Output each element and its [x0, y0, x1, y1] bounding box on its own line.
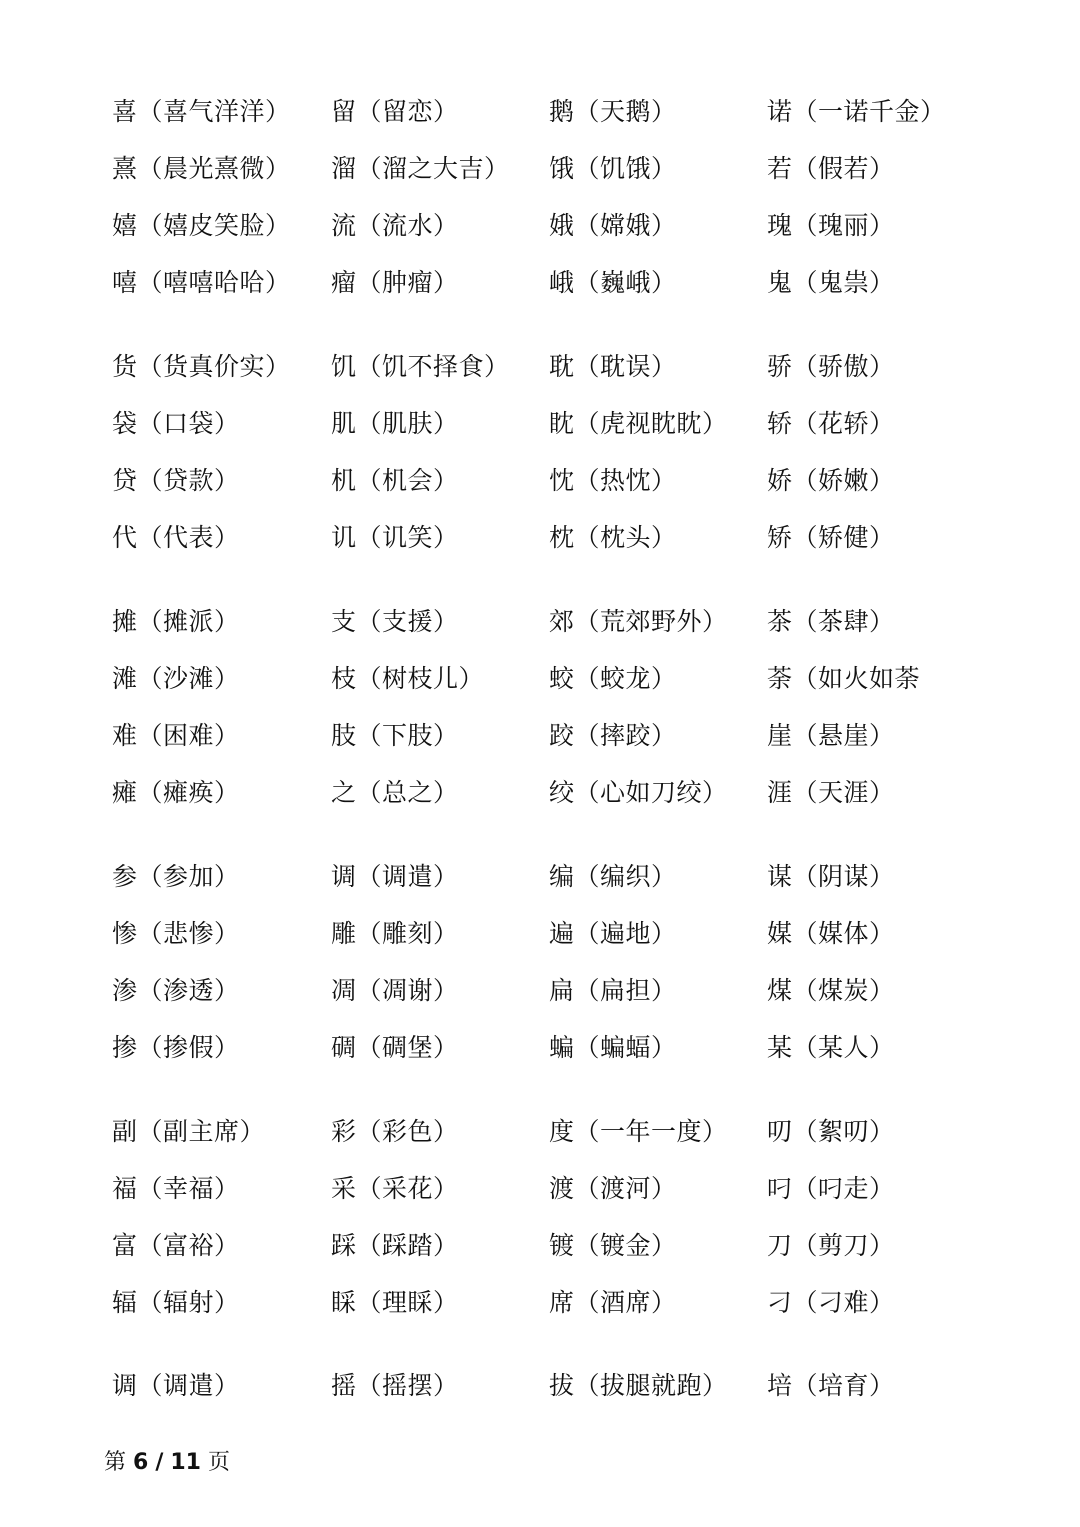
page-suffix: 页 — [208, 1450, 231, 1475]
word-entry: 代（代表） — [112, 523, 240, 552]
word-row — [0, 1226, 1080, 1266]
word-entry: 彩（彩色） — [331, 1117, 459, 1146]
word-entry: 支（支援） — [331, 607, 459, 636]
total-page-count: 11 — [170, 1450, 201, 1475]
word-entry: 茶（茶肆） — [767, 607, 895, 636]
word-entry: 编（编织） — [549, 862, 677, 891]
word-entry: 嘻（嘻嘻哈哈） — [112, 268, 291, 297]
word-entry: 荼（如火如荼 — [767, 664, 921, 693]
word-row — [0, 461, 1080, 501]
word-entry: 滩（沙滩） — [112, 664, 240, 693]
word-row — [0, 602, 1080, 642]
word-row — [0, 716, 1080, 756]
word-entry: 辐（辐射） — [112, 1288, 240, 1317]
word-entry: 采（采花） — [331, 1174, 459, 1203]
word-entry: 货（货真价实） — [112, 352, 291, 381]
word-entry: 崖（悬崖） — [767, 721, 895, 750]
word-entry: 培（培育） — [767, 1371, 895, 1400]
word-entry: 肢（下肢） — [331, 721, 459, 750]
word-entry: 睬（理睬） — [331, 1288, 459, 1317]
word-entry: 留（留恋） — [331, 97, 459, 126]
word-entry: 参（参加） — [112, 862, 240, 891]
word-entry: 矫（矫健） — [767, 523, 895, 552]
word-entry: 眈（虎视眈眈） — [549, 409, 728, 438]
word-row — [0, 1028, 1080, 1068]
word-row — [0, 149, 1080, 189]
word-row — [0, 347, 1080, 387]
word-entry: 娥（嫦娥） — [549, 211, 677, 240]
word-entry: 遍（遍地） — [549, 919, 677, 948]
word-entry: 忱（热忱） — [549, 466, 677, 495]
word-row — [0, 1112, 1080, 1152]
word-entry: 瘤（肿瘤） — [331, 268, 459, 297]
word-entry: 喜（喜气洋洋） — [112, 97, 291, 126]
word-entry: 富（富裕） — [112, 1231, 240, 1260]
word-entry: 拔（拔腿就跑） — [549, 1371, 728, 1400]
word-entry: 媒（媒体） — [767, 919, 895, 948]
word-entry: 袋（口袋） — [112, 409, 240, 438]
word-entry: 扁（扁担） — [549, 976, 677, 1005]
word-entry: 跤（摔跤） — [549, 721, 677, 750]
word-entry: 绞（心如刀绞） — [549, 778, 728, 807]
word-entry: 席（酒席） — [549, 1288, 677, 1317]
word-entry: 调（调遣） — [331, 862, 459, 891]
word-entry: 轿（花轿） — [767, 409, 895, 438]
word-entry: 枝（树枝儿） — [331, 664, 485, 693]
word-entry: 若（假若） — [767, 154, 895, 183]
page-indicator — [104, 1446, 230, 1480]
word-entry: 副（副主席） — [112, 1117, 266, 1146]
word-entry: 涯（天涯） — [767, 778, 895, 807]
word-entry: 瑰（瑰丽） — [767, 211, 895, 240]
word-row — [0, 773, 1080, 813]
word-entry: 饿（饥饿） — [549, 154, 677, 183]
word-entry: 雕（雕刻） — [331, 919, 459, 948]
word-entry: 蝙（蝙蝠） — [549, 1033, 677, 1062]
word-entry: 骄（骄傲） — [767, 352, 895, 381]
word-entry: 蛟（蛟龙） — [549, 664, 677, 693]
word-entry: 峨（巍峨） — [549, 268, 677, 297]
word-entry: 摇（摇摆） — [331, 1371, 459, 1400]
word-entry: 鹅（天鹅） — [549, 97, 677, 126]
word-row — [0, 206, 1080, 246]
word-entry: 踩（踩踏） — [331, 1231, 459, 1260]
word-entry: 摊（摊派） — [112, 607, 240, 636]
word-row — [0, 659, 1080, 699]
word-entry: 凋（凋谢） — [331, 976, 459, 1005]
word-entry: 惨（悲惨） — [112, 919, 240, 948]
word-entry: 叨（絮叨） — [767, 1117, 895, 1146]
word-entry: 饥（饥不择食） — [331, 352, 510, 381]
word-row — [0, 518, 1080, 558]
word-entry: 福（幸福） — [112, 1174, 240, 1203]
page-prefix: 第 — [104, 1450, 127, 1475]
word-entry: 诺（一诺千金） — [767, 97, 946, 126]
word-row — [0, 263, 1080, 303]
word-entry: 碉（碉堡） — [331, 1033, 459, 1062]
word-row — [0, 1169, 1080, 1209]
word-row — [0, 857, 1080, 897]
word-entry: 镀（镀金） — [549, 1231, 677, 1260]
word-row — [0, 1366, 1080, 1406]
word-entry: 娇（娇嫩） — [767, 466, 895, 495]
word-entry: 鬼（鬼祟） — [767, 268, 895, 297]
word-entry: 之（总之） — [331, 778, 459, 807]
word-row — [0, 914, 1080, 954]
word-entry: 嬉（嬉皮笑脸） — [112, 211, 291, 240]
word-entry: 谋（阴谋） — [767, 862, 895, 891]
word-entry: 掺（掺假） — [112, 1033, 240, 1062]
word-entry: 瘫（瘫痪） — [112, 778, 240, 807]
word-entry: 度（一年一度） — [549, 1117, 728, 1146]
word-entry: 渡（渡河） — [549, 1174, 677, 1203]
word-entry: 贷（贷款） — [112, 466, 240, 495]
word-entry: 讥（讥笑） — [331, 523, 459, 552]
word-row — [0, 971, 1080, 1011]
word-entry: 刀（剪刀） — [767, 1231, 895, 1260]
word-entry: 叼（叼走） — [767, 1174, 895, 1203]
word-row — [0, 1283, 1080, 1323]
word-entry: 溜（溜之大吉） — [331, 154, 510, 183]
word-entry: 煤（煤炭） — [767, 976, 895, 1005]
word-entry: 调（调遣） — [112, 1371, 240, 1400]
word-entry: 耽（耽误） — [549, 352, 677, 381]
word-row — [0, 404, 1080, 444]
word-entry: 熹（晨光熹微） — [112, 154, 291, 183]
word-entry: 枕（枕头） — [549, 523, 677, 552]
word-entry: 肌（肌肤） — [331, 409, 459, 438]
current-page-number: 6 — [133, 1450, 149, 1475]
word-entry: 机（机会） — [331, 466, 459, 495]
word-row — [0, 92, 1080, 132]
page-separator: / — [155, 1450, 164, 1475]
word-entry: 难（困难） — [112, 721, 240, 750]
word-entry: 郊（荒郊野外） — [549, 607, 728, 636]
word-entry: 某（某人） — [767, 1033, 895, 1062]
word-entry: 刁（刁难） — [767, 1288, 895, 1317]
word-entry: 流（流水） — [331, 211, 459, 240]
word-entry: 渗（渗透） — [112, 976, 240, 1005]
